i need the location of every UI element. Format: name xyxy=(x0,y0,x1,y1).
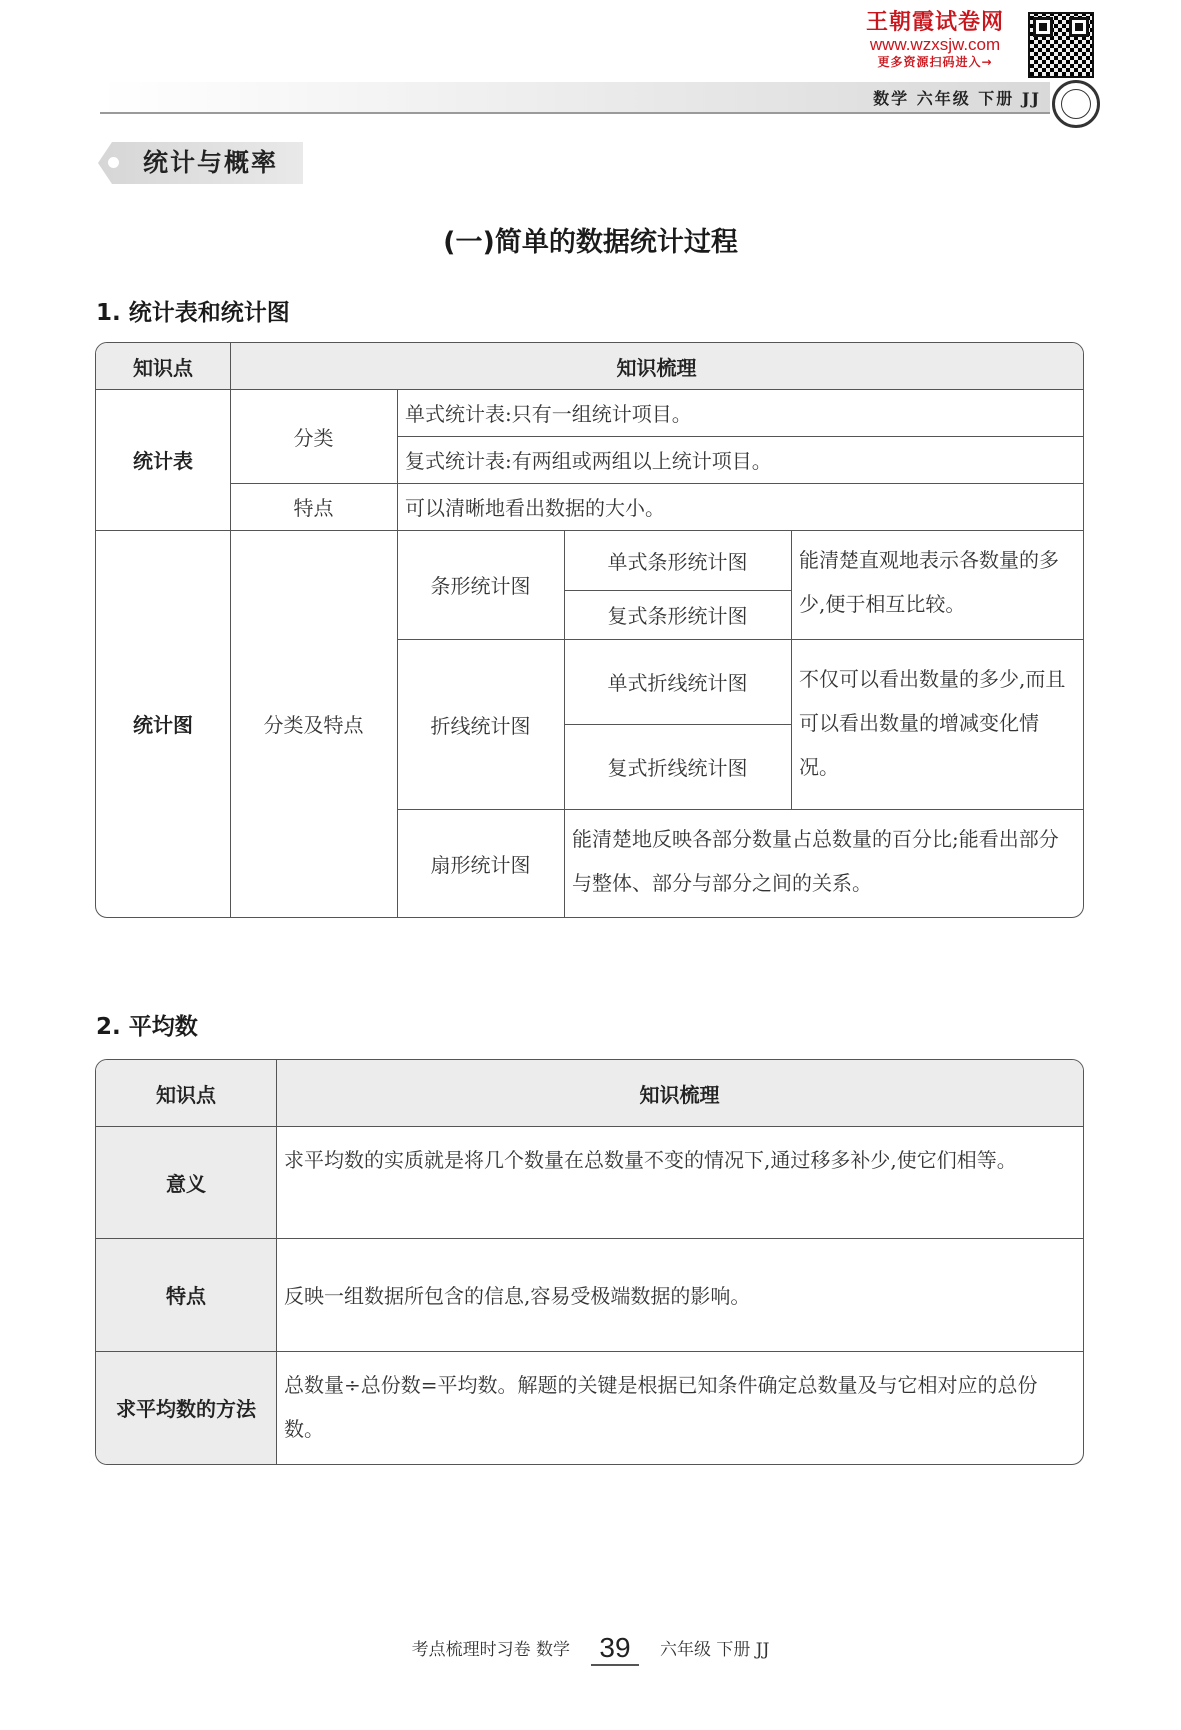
bar-chart-desc: 能清楚直观地表示各数量的多少,便于相互比较。 xyxy=(799,548,1059,616)
header-knowledge-summary: 知识梳理 xyxy=(230,343,1083,389)
feature-desc: 可以清晰地看出数据的大小。 xyxy=(405,496,665,520)
meaning-content: 求平均数的实质就是将几个数量在总数量不变的情况下,通过移多补少,使它们相等。 xyxy=(284,1148,1017,1172)
stats-table xyxy=(95,342,1084,918)
table2-title: 2. 平均数 xyxy=(96,1014,198,1040)
brand-name: 王朝霞试卷网 xyxy=(865,10,1004,35)
page-footer xyxy=(0,1630,1181,1664)
feature-label-2: 特点 xyxy=(96,1238,276,1351)
pie-chart-label: 扇形统计图 xyxy=(430,852,531,877)
compound-line-chart: 复式折线统计图 xyxy=(607,756,748,780)
section-tag-label: 统计与概率 xyxy=(143,148,279,177)
header-knowledge-point: 知识点 xyxy=(96,343,230,389)
brand-slogan: 更多资源扫码进入→ xyxy=(877,55,993,69)
classify-label: 分类 xyxy=(293,425,334,450)
feature-label: 特点 xyxy=(293,496,334,520)
bar-chart-label: 条形统计图 xyxy=(430,574,531,598)
brand-logo xyxy=(850,10,1020,70)
section-tag-dot xyxy=(108,157,119,168)
stat-chart-label: 统计图 xyxy=(133,713,193,737)
single-table-desc: 单式统计表:只有一组统计项目。 xyxy=(405,402,692,426)
meaning-label: 意义 xyxy=(96,1126,276,1238)
line-chart-label: 折线统计图 xyxy=(430,713,531,738)
footer-right: 六年级 下册 JJ xyxy=(659,1640,770,1660)
average-table xyxy=(95,1059,1084,1465)
page-title: (一)简单的数据统计过程 xyxy=(443,227,738,258)
single-bar-chart: 单式条形统计图 xyxy=(607,549,748,574)
seal-icon xyxy=(1052,80,1100,128)
header-knowledge-point-2: 知识点 xyxy=(96,1060,276,1126)
single-line-chart: 单式折线统计图 xyxy=(607,671,748,695)
book-info: 数学 六年级 下册 JJ xyxy=(873,89,1041,108)
method-content: 总数量÷总份数=平均数。解题的关键是根据已知条件确定总数量及与它相对应的总份数。 xyxy=(284,1373,1038,1441)
footer-left: 考点梳理时习卷 数学 xyxy=(411,1640,570,1660)
page-number: 39 xyxy=(591,1632,638,1666)
compound-table-desc: 复式统计表:有两组或两组以上统计项目。 xyxy=(405,449,772,473)
classify-feature-label: 分类及特点 xyxy=(263,713,364,737)
table1-title: 1. 统计表和统计图 xyxy=(96,300,290,326)
line-chart-desc: 不仅可以看出数量的多少,而且可以看出数量的增减变化情况。 xyxy=(799,667,1066,779)
method-label: 求平均数的方法 xyxy=(96,1351,276,1464)
pie-chart-desc: 能清楚地反映各部分数量占总数量的百分比;能看出部分与整体、部分与部分之间的关系。 xyxy=(572,827,1059,895)
feature-content-2: 反映一组数据所包含的信息,容易受极端数据的影响。 xyxy=(284,1284,751,1308)
stat-table-label: 统计表 xyxy=(133,449,193,473)
compound-bar-chart: 复式条形统计图 xyxy=(607,604,748,628)
header-divider xyxy=(100,112,1050,114)
brand-url[interactable]: www.wzxsjw.com xyxy=(869,35,1001,54)
qr-code-icon[interactable] xyxy=(1028,12,1094,78)
header-knowledge-summary-2: 知识梳理 xyxy=(276,1060,1083,1126)
